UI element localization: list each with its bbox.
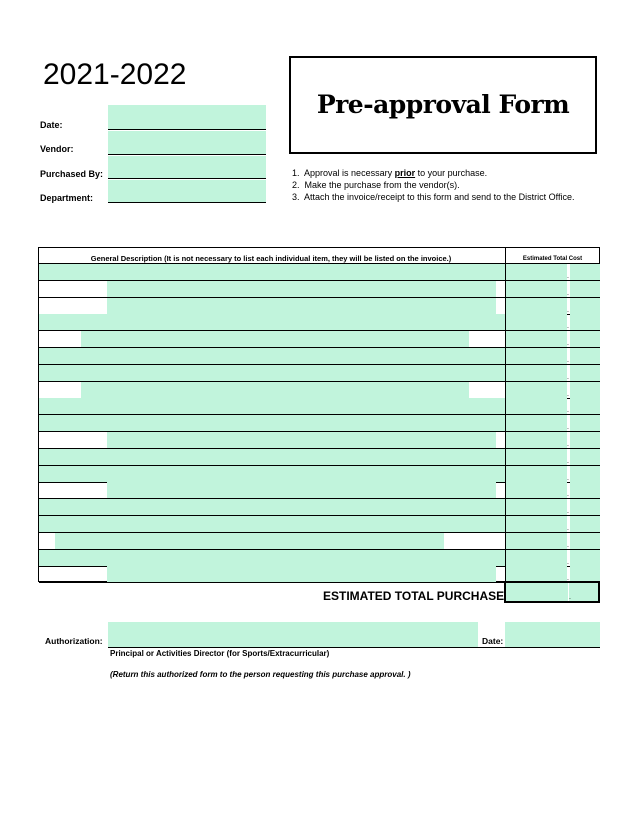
signer-title: Principal or Activities Director (for Sports/Extracurricular) — [110, 649, 330, 658]
cost-dollars-cell[interactable] — [506, 432, 567, 448]
cost-cents-cell[interactable] — [570, 314, 600, 330]
school-year: 2021-2022 — [43, 58, 187, 91]
description-cell[interactable] — [39, 365, 505, 381]
cost-dollars-cell[interactable] — [506, 348, 567, 364]
signature-line — [108, 647, 600, 648]
cost-cents-cell[interactable] — [570, 398, 600, 414]
cost-dollars-cell[interactable] — [506, 482, 567, 498]
purchased-by-field[interactable] — [108, 156, 266, 179]
cost-cents-cell[interactable] — [570, 432, 600, 448]
description-header: General Description (It is not necessary to list each individual item, they will be listed on the invoice.) — [90, 254, 452, 263]
cost-separator: . — [567, 491, 569, 499]
cost-dollars-cell[interactable] — [506, 298, 567, 314]
table-row — [39, 516, 599, 533]
vendor-field[interactable] — [108, 131, 266, 155]
table-row — [39, 550, 599, 567]
table-row — [39, 415, 599, 432]
cost-separator: . — [567, 323, 569, 331]
cost-cents-cell[interactable] — [570, 449, 600, 465]
cost-separator: . — [567, 407, 569, 415]
cost-cents-cell[interactable] — [570, 466, 600, 482]
table-row — [39, 499, 599, 516]
description-cell[interactable] — [107, 281, 496, 297]
cost-cents-cell[interactable] — [570, 415, 600, 431]
return-note: (Return this authorized form to the person requesting this purchase approval. ) — [110, 670, 411, 679]
table-row — [39, 382, 599, 399]
cost-separator: . — [567, 525, 569, 532]
instruction-item: 1. Approval is necessary prior to your purchase. — [292, 168, 488, 178]
items-table — [38, 247, 600, 582]
auth-date-label: Date: — [482, 636, 504, 646]
cost-separator: . — [567, 340, 569, 348]
cost-dollars-cell[interactable] — [506, 550, 567, 566]
description-cell[interactable] — [39, 516, 505, 532]
cost-separator: . — [567, 424, 569, 432]
instructions — [292, 167, 575, 203]
description-cell[interactable] — [39, 314, 505, 330]
cost-separator: . — [567, 541, 569, 549]
cost-separator: . — [567, 457, 569, 465]
cost-dollars-cell[interactable] — [506, 533, 567, 549]
department-label: Department: — [40, 193, 94, 203]
table-row — [39, 533, 599, 550]
cost-dollars-cell[interactable] — [506, 398, 567, 414]
description-cell[interactable] — [39, 264, 505, 280]
table-row — [39, 398, 599, 415]
cost-cents-cell[interactable] — [570, 566, 600, 582]
description-cell[interactable] — [81, 382, 469, 398]
cost-separator: . — [567, 474, 569, 482]
description-cell[interactable] — [107, 298, 496, 314]
cost-header: Estimated Total Cost — [522, 256, 583, 262]
cost-cents-cell[interactable] — [570, 550, 600, 566]
total-label: ESTIMATED TOTAL PURCHASE — [323, 589, 505, 603]
table-row — [39, 264, 599, 281]
cost-dollars-cell[interactable] — [506, 365, 567, 381]
cost-dollars-cell[interactable] — [506, 382, 567, 398]
cost-dollars-cell[interactable] — [506, 331, 567, 347]
cost-separator: . — [567, 273, 569, 280]
vendor-label: Vendor: — [40, 144, 74, 154]
description-cell[interactable] — [39, 466, 505, 482]
auth-date-field[interactable] — [505, 622, 600, 647]
cost-separator: . — [567, 357, 569, 364]
cost-cents-cell[interactable] — [570, 365, 600, 381]
table-row — [39, 365, 599, 382]
cost-cents-cell[interactable] — [570, 482, 600, 498]
cost-cents-cell[interactable] — [570, 382, 600, 398]
cost-dollars-cell[interactable] — [506, 566, 567, 582]
purchased-by-label: Purchased By: — [40, 169, 104, 179]
description-cell[interactable] — [55, 533, 444, 549]
cost-cents-cell[interactable] — [570, 281, 600, 297]
description-cell[interactable] — [107, 566, 496, 582]
cost-separator: . — [567, 508, 569, 516]
cost-separator: . — [567, 373, 569, 381]
date-field[interactable] — [108, 105, 266, 130]
instruction-item: 3. Attach the invoice/receipt to this form and send to the District Office. — [292, 192, 575, 202]
cost-cents-cell[interactable] — [570, 264, 600, 280]
table-row — [39, 449, 599, 466]
cost-cents-cell[interactable] — [570, 499, 600, 515]
table-row — [39, 466, 599, 483]
description-cell[interactable] — [39, 499, 505, 515]
instruction-item: 2. Make the purchase from the vendor(s). — [292, 180, 460, 190]
table-row — [39, 314, 599, 331]
table-row — [39, 348, 599, 365]
table-row — [39, 331, 599, 348]
cost-separator: . — [567, 558, 569, 566]
form-title: Pre-approval Form — [316, 90, 570, 119]
description-cell[interactable] — [107, 432, 496, 448]
description-cell[interactable] — [107, 482, 496, 498]
cost-cents-cell[interactable] — [570, 331, 600, 347]
cost-separator: . — [567, 306, 569, 314]
cost-cents-cell[interactable] — [570, 533, 600, 549]
cost-cents-cell[interactable] — [570, 298, 600, 314]
total-field[interactable] — [504, 581, 600, 603]
authorization-label: Authorization: — [45, 636, 103, 646]
cost-separator: . — [567, 441, 569, 448]
cost-separator: . — [567, 289, 569, 297]
description-cell[interactable] — [39, 398, 505, 414]
cost-dollars-cell[interactable] — [506, 314, 567, 330]
cost-dollars-cell[interactable] — [506, 499, 567, 515]
cost-dollars-cell[interactable] — [506, 281, 567, 297]
total-separator: . — [569, 594, 571, 601]
description-cell[interactable] — [81, 331, 469, 347]
department-field[interactable] — [108, 180, 266, 203]
table-row — [39, 298, 599, 315]
title-box — [289, 56, 597, 154]
description-cell[interactable] — [39, 348, 505, 364]
cost-cents-cell[interactable] — [570, 516, 600, 532]
table-row — [39, 281, 599, 298]
description-cell[interactable] — [39, 449, 505, 465]
cost-separator: . — [567, 390, 569, 398]
cost-dollars-cell[interactable] — [506, 449, 567, 465]
table-row — [39, 432, 599, 449]
cost-separator: . — [567, 575, 569, 583]
cost-cents-cell[interactable] — [570, 348, 600, 364]
description-cell[interactable] — [39, 415, 505, 431]
cost-dollars-cell[interactable] — [506, 264, 567, 280]
description-cell[interactable] — [39, 550, 505, 566]
cost-dollars-cell[interactable] — [506, 415, 567, 431]
table-row — [39, 482, 599, 499]
date-label: Date: — [40, 120, 63, 130]
cost-dollars-cell[interactable] — [506, 466, 567, 482]
cost-dollars-cell[interactable] — [506, 516, 567, 532]
authorization-field[interactable] — [108, 622, 478, 647]
